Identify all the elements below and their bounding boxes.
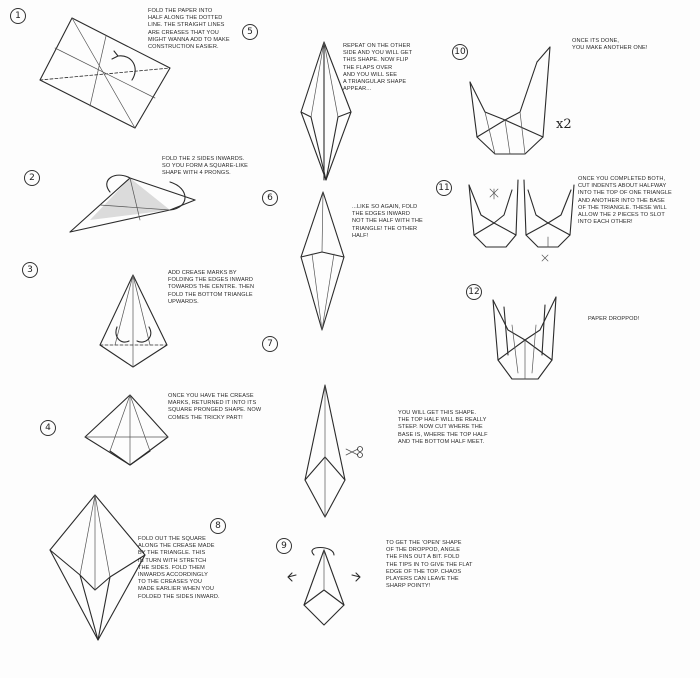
step-8-diagram bbox=[50, 495, 150, 645]
step-2-diagram bbox=[70, 170, 200, 240]
step-11-diagram bbox=[466, 175, 576, 265]
times-two-label: x2 bbox=[556, 117, 572, 132]
step-6-number: 6 bbox=[262, 190, 278, 206]
step-5-diagram bbox=[296, 42, 356, 182]
step-7-diagram bbox=[300, 385, 370, 520]
step-12-text: PAPER DROPPOD! bbox=[588, 316, 640, 322]
step-5-number: 5 bbox=[242, 24, 258, 40]
step-2-text: FOLD THE 2 SIDES INWARDS. SO YOU FORM A SQUARE-LIKE SHAPE WITH 4 PRONGS. bbox=[162, 156, 249, 177]
step-1-diagram bbox=[40, 18, 180, 133]
step-1-text: FOLD THE PAPER INTO HALF ALONG THE DOTTED LINE. THE STRAIGHT LINES ARE CREASES THAT YOU MIGHT WANNA ADD TO MAKE CONSTRUCTION EASIER. bbox=[148, 8, 230, 51]
step-3-diagram bbox=[95, 275, 175, 375]
step-3-number: 3 bbox=[22, 262, 38, 278]
step-8-text: FOLD OUT THE SQUARE ALONG THE CREASE MADE BY THE TRIANGLE. THIS IN TURN WITH STRETCH THE SIDES. FOLD THEM INWARDS ACCORDINGLY TO THE CREASES YOU MADE EARLIER WHEN YOU FOLDED THE SIDES INWARD. bbox=[138, 536, 220, 600]
step-10-text: ONCE ITS DONE, YOU MAKE ANOTHER ONE! bbox=[572, 38, 648, 52]
step-9-text: TO GET THE 'OPEN' SHAPE OF THE DROPPOD, ANGLE THE FINS OUT A BIT. FOLD THE TIPS IN TO GIVE THE FLAT EDGE OF THE TOP. CHAOS PLAYERS CAN LEAVE THE SHARP POINTY! bbox=[386, 540, 473, 590]
step-2-number: 2 bbox=[24, 170, 40, 186]
step-11-number: 11 bbox=[436, 180, 452, 196]
step-12-diagram bbox=[490, 295, 560, 385]
step-5-text: REPEAT ON THE OTHER SIDE AND YOU WILL GET THIS SHAPE. NOW FLIP THE FLAPS OVER AND YOU WILL SEE A TRIANGULAR SHAPE APPEAR... bbox=[343, 43, 413, 93]
step-11-text: ONCE YOU COMPLETED BOTH, CUT INDENTS ABOUT HALFWAY INTO THE TOP OF ONE TRIANGLE AND ANOTHER INTO THE BASE OF THE TRIANGLE. THESE WILL ALLOW THE 2 PIECES TO SLOT INTO EACH OTHER! bbox=[578, 176, 672, 226]
step-10-diagram bbox=[465, 42, 555, 157]
step-4-diagram bbox=[80, 395, 170, 470]
step-6-text: ...LIKE SO AGAIN, FOLD THE EDGES INWARD NOT THE HALF WITH THE TRIANGLE! THE OTHER HALF! bbox=[352, 204, 423, 239]
step-12-number: 12 bbox=[466, 284, 482, 300]
step-7-number: 7 bbox=[262, 336, 278, 352]
step-8-number: 8 bbox=[210, 518, 226, 534]
step-4-text: ONCE YOU HAVE THE CREASE MARKS, RETURNED IT INTO ITS SQUARE PRONGED SHAPE. NOW COMES THE TRICKY PART! bbox=[168, 393, 262, 421]
step-7-text: YOU WILL GET THIS SHAPE. THE TOP HALF WILL BE REALLY STEEP. NOW CUT WHERE THE BASE IS, WHERE THE TOP HALF AND THE BOTTOM HALF MEET. bbox=[398, 410, 488, 445]
step-9-number: 9 bbox=[276, 538, 292, 554]
step-1-number: 1 bbox=[10, 8, 26, 24]
step-3-text: ADD CREASE MARKS BY FOLDING THE EDGES INWARD TOWARDS THE CENTRE. THEN FOLD THE BOTTOM TRIANGLE UPWARDS. bbox=[168, 270, 255, 305]
step-9-diagram bbox=[284, 545, 364, 630]
step-10-number: 10 bbox=[452, 44, 468, 60]
step-6-diagram bbox=[298, 192, 348, 332]
step-4-number: 4 bbox=[40, 420, 56, 436]
